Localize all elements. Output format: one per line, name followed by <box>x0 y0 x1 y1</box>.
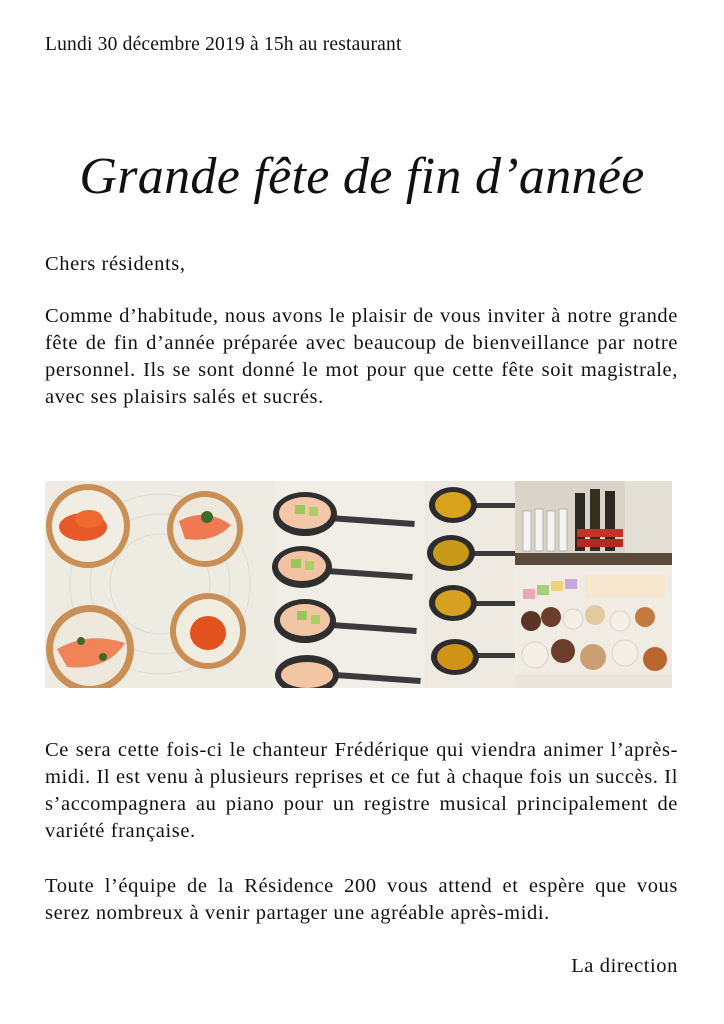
singer-paragraph: Ce sera cette fois-ci le chanteur Frédérique qui viendra animer l’après-midi. Il est venu à plusieurs reprises et ce fut à chaque fois un succès. Il s’accompagnera au piano pour un registre musical principalement de variété française. <box>45 739 678 842</box>
invitation-paragraph: Comme d’habitude, nous avons le plaisir de vous inviter à notre grande fête de fin d’année préparée avec beaucoup de bienveillance par notre personnel. Ils se sont donné le mot pour que cette fête soit magistrale, avec ses plaisirs salés et sucrés. <box>45 305 678 408</box>
food-photo-collage <box>45 481 672 688</box>
food-photo-collage-drawing <box>45 481 672 688</box>
greeting: Chers résidents, <box>45 253 186 275</box>
blinis-photo <box>45 481 275 688</box>
closing-paragraph: Toute l’équipe de la Résidence 200 vous attend et espère que vous serez nombreux à venir partager une agréable après-midi. <box>45 875 678 924</box>
desserts-photo <box>515 565 672 688</box>
page-title: Grande fête de fin d’année <box>79 147 645 205</box>
mango-spoons-photo <box>425 481 515 688</box>
signature: La direction <box>571 955 678 977</box>
spoons-photo <box>272 481 425 688</box>
bar-photo <box>515 481 672 565</box>
event-date-line: Lundi 30 décembre 2019 à 15h au restaurant <box>45 34 402 55</box>
